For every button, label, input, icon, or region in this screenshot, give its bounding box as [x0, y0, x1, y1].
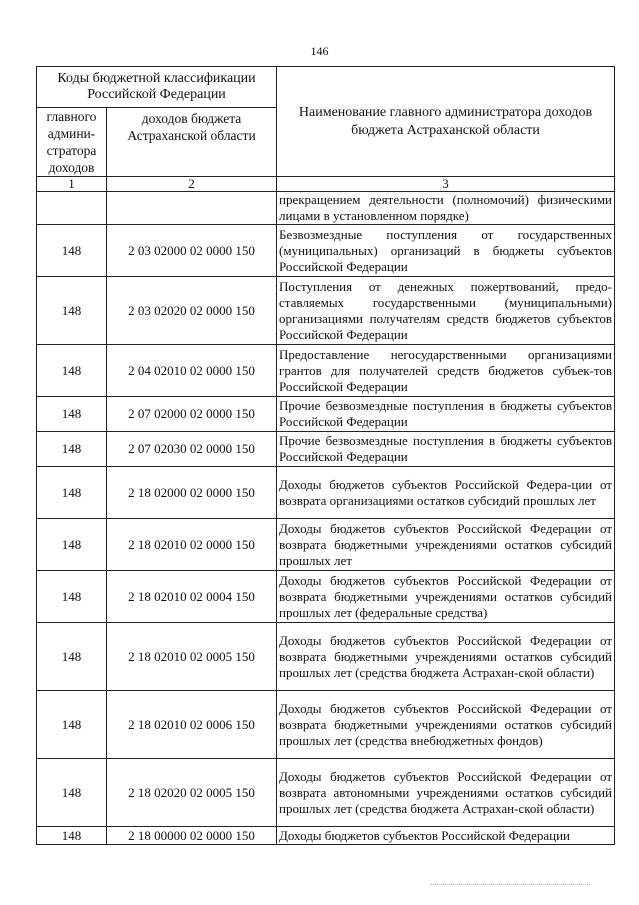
income-name-cell: Прочие безвозмездные поступления в бюджеты субъектов Российской Федерации	[277, 397, 615, 432]
income-code-cell: 2 18 02010 02 0006 150	[107, 691, 277, 759]
income-code-cell: 2 18 02010 02 0005 150	[107, 623, 277, 691]
header-col1: главного админи-стратора доходов	[37, 108, 107, 177]
admin-code-cell: 148	[37, 467, 107, 519]
scan-artifact-line	[430, 884, 590, 885]
admin-code-cell: 148	[37, 691, 107, 759]
admin-code-cell: 148	[37, 827, 107, 845]
income-name-cell: Доходы бюджетов субъектов Российской Федерации от возврата бюджетными учреждениями остатков субсидий прошлых лет (федеральные средства)	[277, 571, 615, 623]
admin-code-cell: 148	[37, 759, 107, 827]
income-name-cell: Доходы бюджетов субъектов Российской Федерации от возврата бюджетными учреждениями остатков субсидий прошлых лет	[277, 519, 615, 571]
income-name-cell: Прочие безвозмездные поступления в бюджеты субъектов Российской Федерации	[277, 432, 615, 467]
admin-code-cell: 148	[37, 519, 107, 571]
income-name-cell: Доходы бюджетов субъектов Российской Федерации от возврата автономными учреждениями остатков субсидий прошлых лет (средства бюджета Астрахан-ской области)	[277, 759, 615, 827]
table-row	[37, 432, 615, 467]
admin-code-cell: 148	[37, 571, 107, 623]
income-code-cell: 2 18 02020 02 0005 150	[107, 759, 277, 827]
table-row	[37, 397, 615, 432]
income-name-cell: Предоставление негосударственными организациями грантов для получателей средств бюджетов субъек-тов Российской Федерации	[277, 345, 615, 397]
income-name-cell: Безвозмездные поступления от государственных (муниципальных) организаций в бюджеты субъектов Российской Федерации	[277, 225, 615, 277]
table-row	[37, 759, 615, 827]
income-code-cell: 2 18 00000 02 0000 150	[107, 827, 277, 845]
budget-classification-table	[36, 66, 615, 845]
table-row	[37, 623, 615, 691]
table-row	[37, 467, 615, 519]
header-col3: Наименование главного администратора доходов бюджета Астраханской области	[277, 67, 615, 177]
page-number: 146	[310, 44, 329, 58]
income-name-cell: Доходы бюджетов субъектов Российской Федерации от возврата бюджетными учреждениями остатков субсидий прошлых лет (средства бюджета Астрахан-ской области)	[277, 623, 615, 691]
income-code-cell: 2 18 02010 02 0004 150	[107, 571, 277, 623]
income-name-cell: Доходы бюджетов субъектов Российской Федерации от возврата бюджетными учреждениями остатков субсидий прошлых лет (средства внебюджетных фондов)	[277, 691, 615, 759]
income-name-cell: Поступления от денежных пожертвований, предо-ставляемых государственными (муниципальными) организациями получателям средств бюджетов субъектов Российской Федерации	[277, 277, 615, 345]
admin-code-cell: 148	[37, 397, 107, 432]
income-code-cell: 2 03 02020 02 0000 150	[107, 277, 277, 345]
admin-code-cell: 148	[37, 345, 107, 397]
income-code-cell: 2 18 02000 02 0000 150	[107, 467, 277, 519]
income-name-cell: прекращением деятельности (полномочий) физическими лицами в установленном порядке)	[277, 192, 615, 225]
admin-code-cell: 148	[37, 225, 107, 277]
income-code-cell: 2 18 02010 02 0000 150	[107, 519, 277, 571]
header-col2: доходов бюджета Астраханской области	[107, 108, 277, 177]
header-number-2: 2	[107, 177, 277, 192]
table-row	[37, 827, 615, 845]
admin-code-cell: 148	[37, 432, 107, 467]
income-code-cell: 2 07 02030 02 0000 150	[107, 432, 277, 467]
table-row	[37, 571, 615, 623]
income-code-cell: 2 03 02000 02 0000 150	[107, 225, 277, 277]
header-group-title: Коды бюджетной классификации Российской Федерации	[37, 67, 277, 108]
table-row	[37, 691, 615, 759]
table-row	[37, 225, 615, 277]
admin-code-cell: 148	[37, 623, 107, 691]
header-number-1: 1	[37, 177, 107, 192]
admin-code-cell	[37, 192, 107, 225]
table-row	[37, 277, 615, 345]
admin-code-cell: 148	[37, 277, 107, 345]
income-code-cell	[107, 192, 277, 225]
table-row	[37, 345, 615, 397]
header-number-3: 3	[277, 177, 615, 192]
income-code-cell: 2 04 02010 02 0000 150	[107, 345, 277, 397]
income-name-cell: Доходы бюджетов субъектов Российской Федера-ции от возврата организациями остатков субсидий прошлых лет	[277, 467, 615, 519]
table-row	[37, 192, 615, 225]
income-name-cell: Доходы бюджетов субъектов Российской Федерации	[277, 827, 615, 845]
income-code-cell: 2 07 02000 02 0000 150	[107, 397, 277, 432]
table-row	[37, 519, 615, 571]
